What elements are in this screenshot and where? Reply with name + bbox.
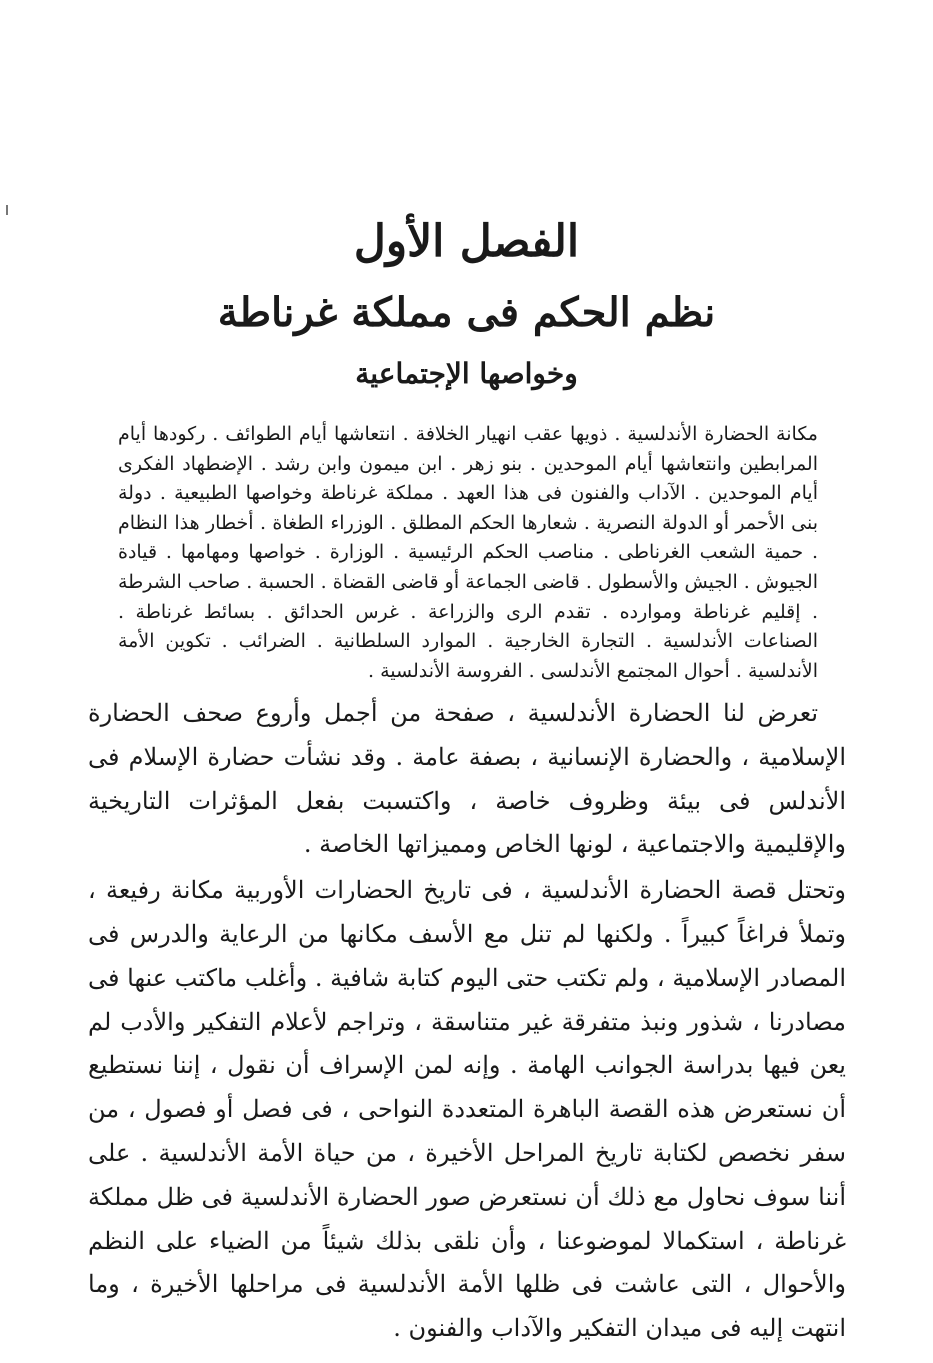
body-paragraph-1: تعرض لنا الحضارة الأندلسية ، صفحة من أجمل وأروع صحف الحضارة الإسلامية ، والحضارة الإنسانية ، بصفة عامة . وقد نشأت حضارة الإسلام فى الأندلس فى بيئة وظروف خاصة ، واكتسبت بفعل المؤثرات التاريخية والإقليمية والاجتماعية ، لونها الخاص ومميزاتها الخاصة . xyxy=(88,699,846,859)
body-paragraph-2: وتحتل قصة الحضارة الأندلسية ، فى تاريخ الحضارات الأوربية مكانة رفيعة ، وتملأ فراغاً كبيراً . ولكنها لم تنل مع الأسف مكانها من الرعاية والدرس فى المصادر الإسلامية ، ولم تكتب حتى اليوم كتابة شافية . وأغلب ماكتب عنها فى مصادرنا ، شذور ونبذ متفرقة غير متناسقة ، وتراجم لأعلام التفكير والأدب لم يعن فيها بدراسة الجوانب الهامة . وإنه لمن الإسراف أن نقول ، إننا نستطيع أن نستعرض هذه القصة الباهرة المتعددة النواحى ، فى فصل أو فصول ، من سفر نخصص لكتابة تاريخ المراحل الأخيرة ، من حياة الأمة الأندلسية . على أننا سوف نحاول مع ذلك أن نستعرض صور الحضارة الأندلسية فى ظل مملكة غرناطة ، استكمالا لموضوعنا ، وأن نلقى بذلك شيئاً من الضياء على النظم والأحوال ، التى عاشت فى ظلها الأمة الأندلسية فى مراحلها الأخيرة ، وما انتهت إليه فى ميدان التفكير والآداب والفنون . xyxy=(88,876,846,1343)
chapter-body xyxy=(88,692,846,1351)
chapter-subtitle: وخواصها الإجتماعية xyxy=(355,357,578,390)
chapter-summary: مكانة الحضارة الأندلسية . ذويها عقب انهيار الخلافة . انتعاشها أيام الطوائف . ركودها أيام المرابطين وانتعاشها أيام الموحدين . بنو زهر . ابن ميمون وابن رشد . الإضطهاد الفكرى أيام الموحدين . الآداب والفنون فى هذا العهد . مملكة غرناطة وخواصها الطبيعية . دولة بنى الأحمر أو الدولة النصرية . شعارها الحكم المطلق . الوزراء الطغاة . أخطار هذا النظام . حمية الشعب الغرناطى . مناصب الحكم الرئيسية . الوزارة . خواصها ومهامها . قيادة الجيوش . الجيش والأسطول . قاضى الجماعة أو قاضى القضاة . الحسبة . صاحب الشرطة . إقليم غرناطة وموارده . تقدم الرى والزراعة . غرس الحدائق . بسائط غرناطة . الصناعات الأندلسية . التجارة الخارجية . الموارد السلطانية . الضرائب . تكوين الأمة الأندلسية . أحوال المجتمع الأندلسى . الفروسة الأندلسية . xyxy=(118,423,818,682)
chapter-label: الفصل الأول xyxy=(353,216,580,267)
chapter-title: نظم الحكم فى مملكة غرناطة xyxy=(217,289,716,336)
